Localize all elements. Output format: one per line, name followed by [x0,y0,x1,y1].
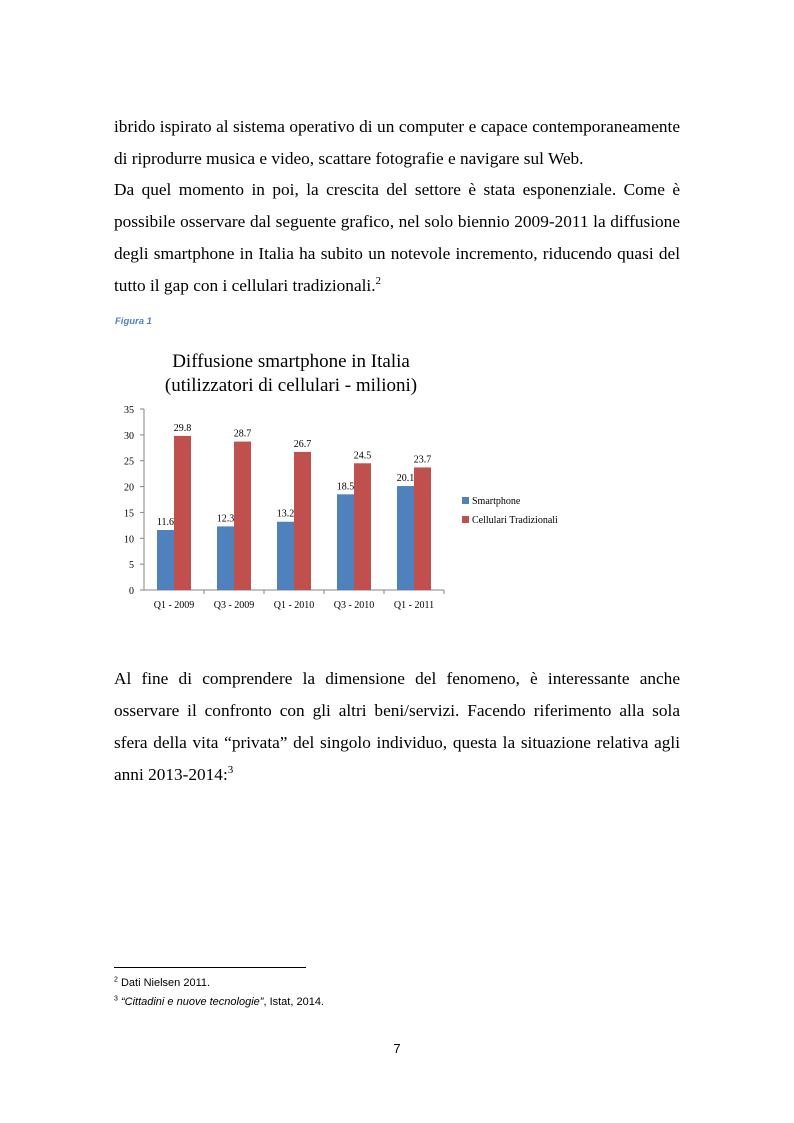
chart-title: Diffusione smartphone in Italia [172,351,410,372]
footnote-separator [114,967,306,968]
bar-smartphone [217,526,234,590]
paragraph-growth-text: Da quel momento in poi, la crescita del settore è stata esponenziale. Come è possibile osservare dal seguente grafico, nel solo biennio 2009-2011 la diffusione degli smartphone in Italia ha subito un notevole incremento, riducendo quasi del tutto il gap con i cellulari tradizionali. [114,180,680,295]
y-tick-label: 0 [129,586,134,597]
paragraph-comparison [114,663,680,791]
x-tick-label: Q1 - 2010 [273,600,315,611]
y-tick-label: 25 [124,456,134,468]
bar-smartphone [337,494,354,590]
chart-subtitle: (utilizzatori di cellulari - milioni) [164,375,418,396]
legend-swatch [462,516,469,523]
bar-traditional [234,442,251,590]
x-tick-label: Q1 - 2009 [153,600,195,611]
data-label: 24.5 [353,450,372,462]
bar-smartphone [277,522,294,590]
bar-traditional [414,467,431,590]
y-tick-label: 5 [129,560,134,572]
data-label: 26.7 [293,438,312,450]
data-label: 23.7 [413,454,432,466]
bar-smartphone [397,486,414,590]
footnote-text: Dati Nielsen 2011. [120,977,211,989]
footnote-2 [114,976,210,990]
data-label: 20.1 [396,473,415,485]
legend-entry: Smartphone [472,496,521,507]
data-label: 18.5 [336,481,355,493]
footnote-number: 3 [114,995,118,1003]
y-tick-label: 30 [124,430,134,442]
figure-caption: Figura 1 [115,316,152,327]
bar-traditional [294,452,311,590]
y-tick-label: 10 [124,534,134,546]
bar-smartphone [157,530,174,590]
data-label: 28.7 [233,428,252,440]
chart-legend [462,496,558,526]
x-tick-label: Q1 - 2011 [393,600,435,611]
data-label: 12.3 [216,513,235,525]
legend-swatch [462,497,469,504]
footnote-number: 2 [114,976,118,984]
y-tick-label: 15 [124,508,134,520]
data-label: 13.2 [276,508,295,520]
footnote-3 [114,995,324,1009]
bar-traditional [174,436,191,590]
data-label: 29.8 [173,422,192,434]
chart-plot-area [124,405,444,611]
y-tick-label: 35 [124,405,134,416]
footnote-text: , Istat, 2014. [263,996,324,1008]
legend-entry: Cellulari Tradizionali [472,515,558,526]
footnote-ref-3[interactable]: 3 [227,764,234,777]
x-tick-label: Q3 - 2010 [333,600,375,611]
x-tick-label: Q3 - 2009 [213,600,255,611]
footnote-source-title: “Cittadini e nuove tecnologie” [120,996,264,1008]
smartphone-diffusion-chart [114,340,574,620]
footnote-ref-2[interactable]: 2 [375,275,382,288]
page-number: 7 [393,1041,401,1056]
paragraph-intro: ibrido ispirato al sistema operativo di un computer e capace contemporaneamente di riprodurre musica e video, scattare fotografie e navigare sul Web. [114,117,680,168]
y-tick-label: 20 [124,482,134,494]
paragraph-growth [114,174,680,302]
paragraph-comparison-text: Al fine di comprendere la dimensione del fenomeno, è interessante anche osservare il confronto con gli altri beni/servizi. Facendo riferimento alla sola sfera della vita “privata” del singolo individuo, questa la situazione relativa agli anni 2013-2014: [114,669,680,784]
bar-traditional [354,463,371,590]
data-label: 11.6 [156,517,175,529]
